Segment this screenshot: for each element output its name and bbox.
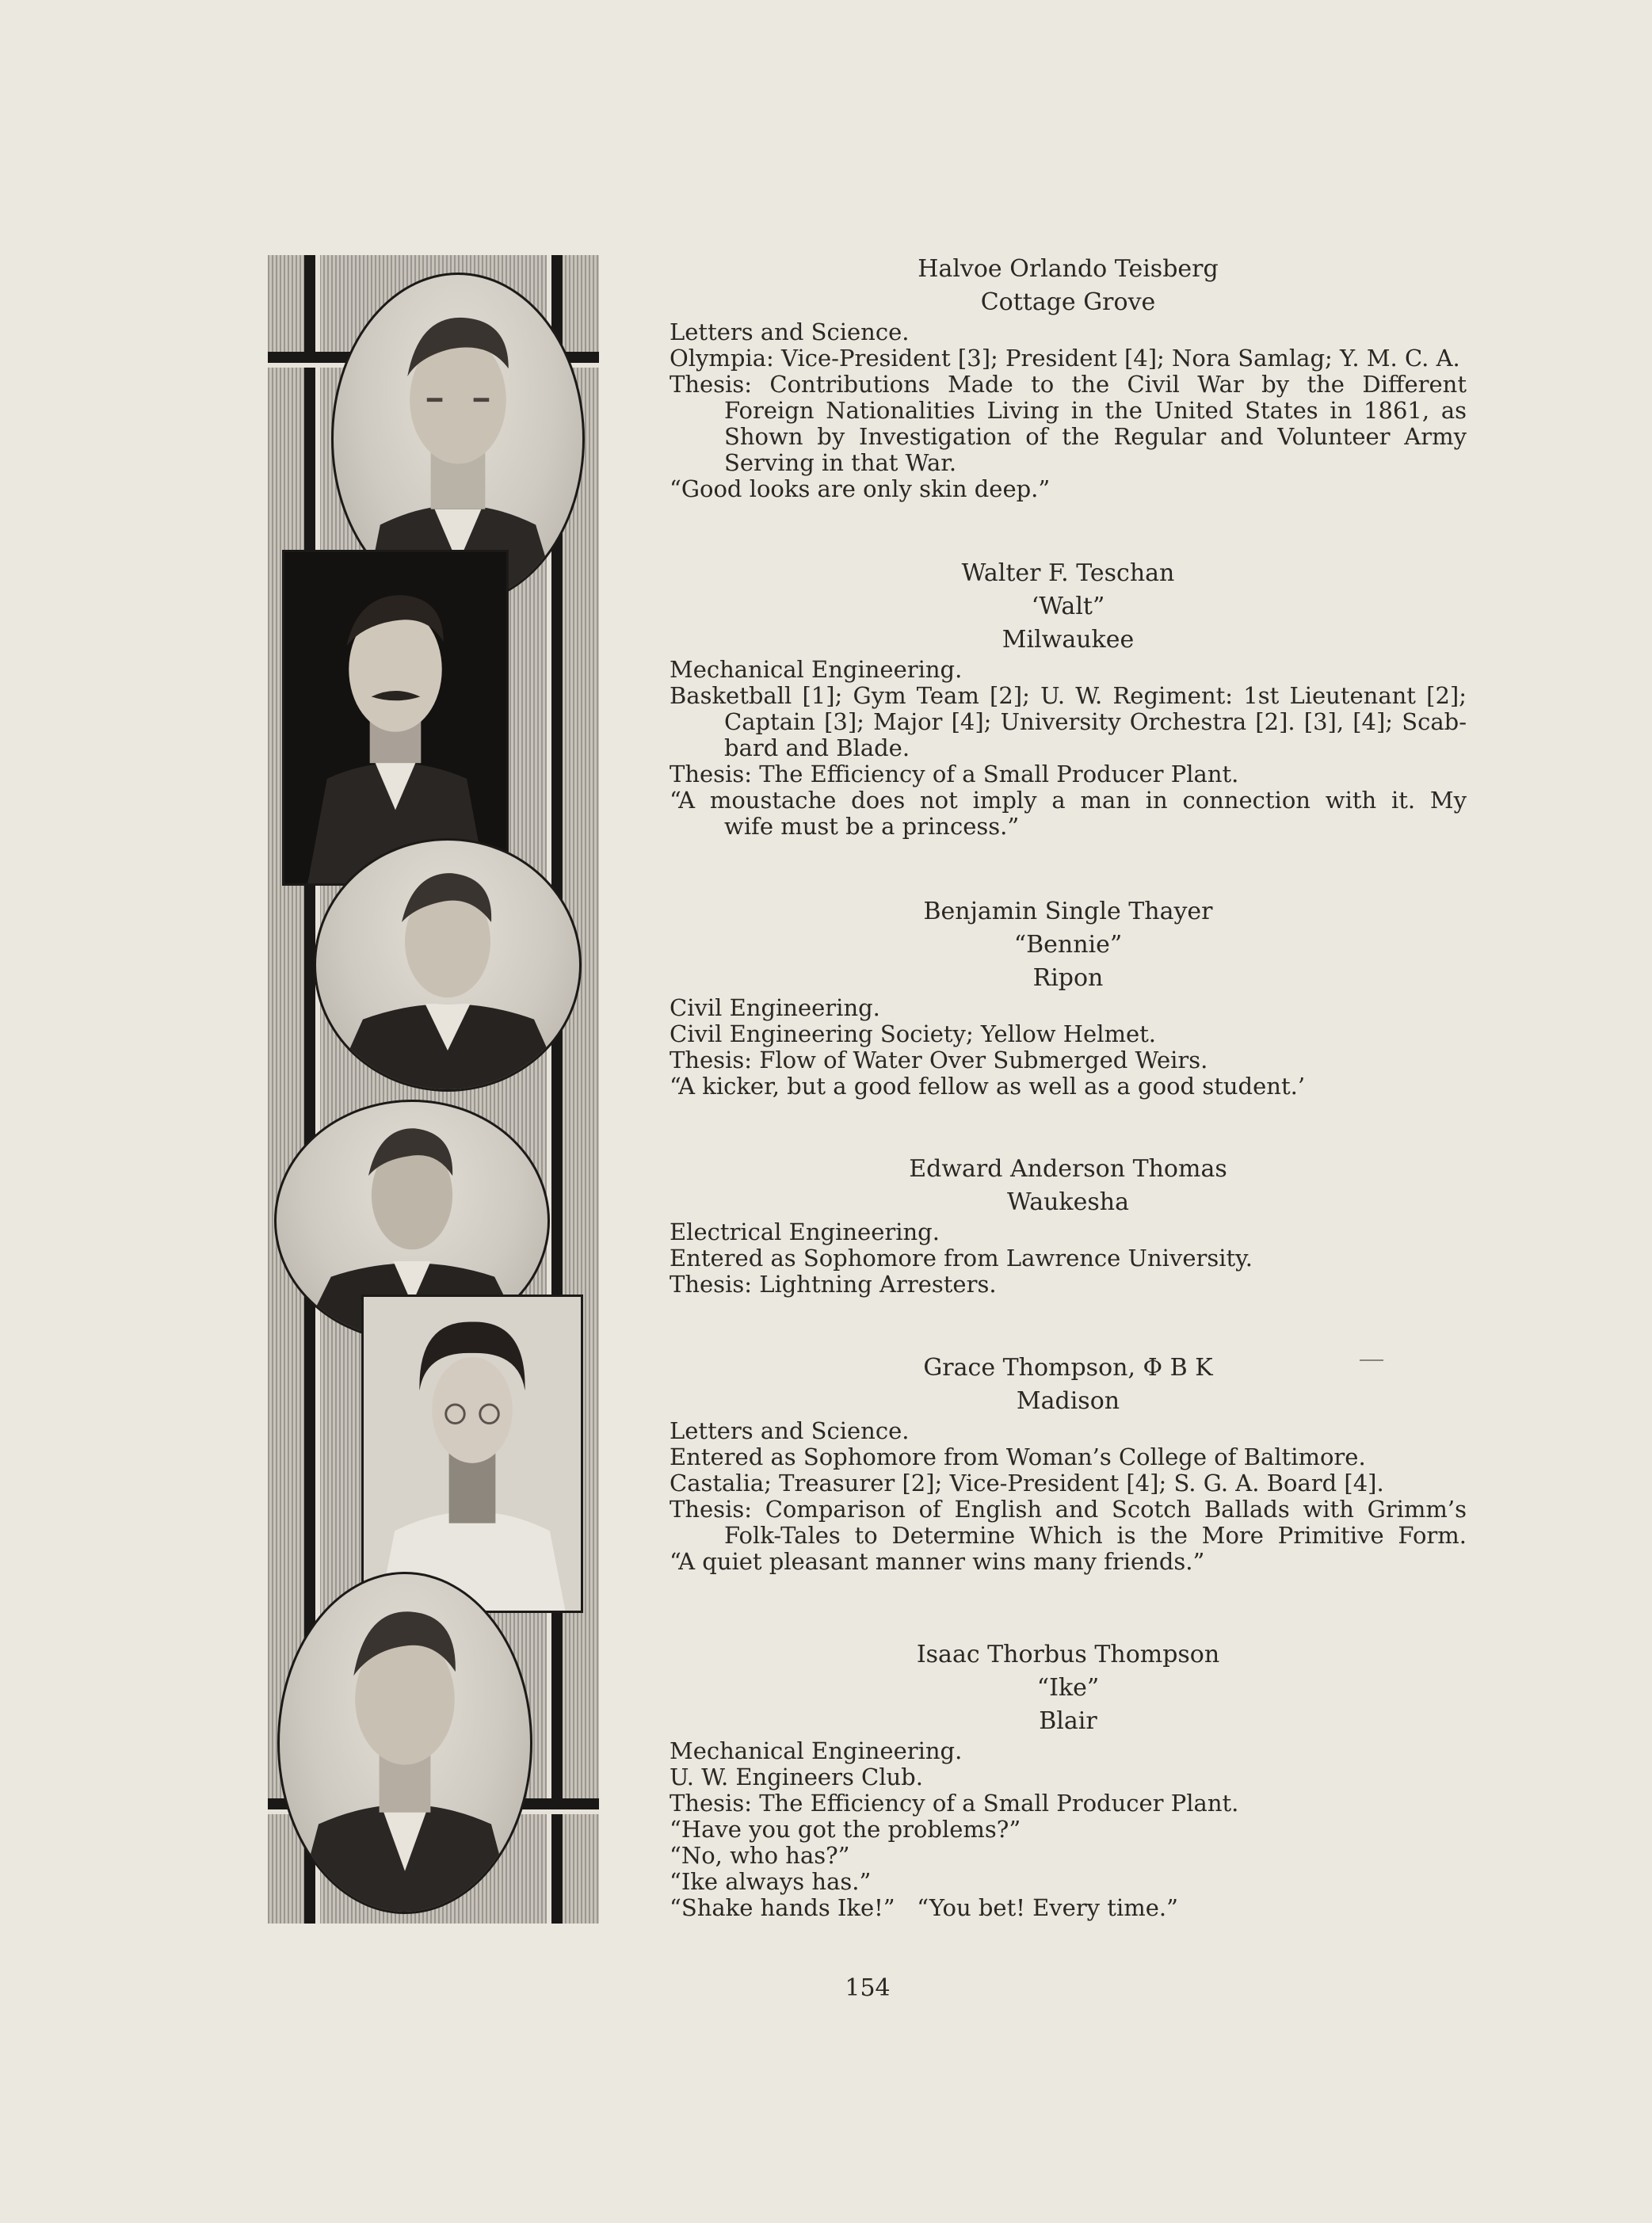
entry-isaac-thompson (670, 1638, 1467, 1921)
portrait-figure (316, 841, 579, 1089)
thesis-line: Shown by Investigation of the Regular and Volunteer Army (724, 423, 1467, 450)
entry-grace-thompson (670, 1352, 1467, 1575)
portrait-thayer (314, 838, 582, 1092)
student-name: Edward Anderson Thomas (909, 1155, 1227, 1183)
entry-teschan (670, 557, 1467, 840)
activities-line: Basketball [1]; Gym Team [2]; U. W. Regiment: 1st Lieutenant [2]; (670, 682, 1467, 709)
portrait-isaac-thompson (277, 1572, 532, 1914)
entry-thayer (670, 895, 1467, 1100)
course: Letters and Science. (670, 1417, 910, 1444)
course: Mechanical Engineering. (670, 656, 963, 683)
student-town: Waukesha (1007, 1188, 1129, 1216)
portrait-figure (284, 552, 506, 883)
quote-line: “Have you got the problems?” (670, 1816, 1021, 1843)
activities: Castalia; Treasurer [2]; Vice-President [4]; S. G. A. Board [4]. (670, 1470, 1384, 1497)
quote-line: “No, who has?” (670, 1842, 850, 1869)
student-nickname: ‘Walt” (1031, 593, 1105, 620)
course: Civil Engineering. (670, 994, 880, 1021)
page-number: 154 (845, 1974, 891, 2002)
thesis-line: Thesis: Contributions Made to the Civil War by the Different (670, 371, 1467, 398)
thesis-line: Folk-Tales to Determine Which is the More Primitive Form. (724, 1522, 1467, 1549)
quote-line: “Ike always has.” (670, 1868, 872, 1895)
student-name: Benjamin Single Thayer (923, 898, 1213, 925)
student-town: Blair (1039, 1707, 1097, 1735)
student-name: Halvoe Orlando Teisberg (918, 255, 1219, 283)
thesis: Thesis: Lightning Arresters. (670, 1271, 997, 1298)
thesis: Thesis: The Efficiency of a Small Producer Plant. (670, 1790, 1239, 1817)
photo-strip (268, 255, 599, 1924)
thesis-line: Serving in that War. (724, 449, 957, 476)
entry-thomas (670, 1153, 1467, 1298)
thesis: Thesis: Flow of Water Over Submerged Weirs. (670, 1047, 1208, 1073)
student-town: Madison (1016, 1387, 1120, 1415)
activities: U. W. Engineers Club. (670, 1764, 923, 1790)
quote: “A quiet pleasant manner wins many friends.” (670, 1548, 1205, 1575)
quote-line: “A moustache does not imply a man in connection with it. My (670, 787, 1467, 814)
student-name: Walter F. Teschan (961, 559, 1175, 587)
thesis: Thesis: The Efficiency of a Small Producer Plant. (670, 761, 1239, 787)
student-town: Cottage Grove (980, 288, 1156, 316)
portrait-teschan (282, 550, 509, 886)
quote-line: wife must be a princess.” (724, 813, 1020, 840)
quote: “A kicker, but a good fellow as well as a good student.’ (670, 1073, 1306, 1100)
entered: Entered as Sophomore from Woman’s College of Baltimore. (670, 1443, 1366, 1470)
activities: Entered as Sophomore from Lawrence University. (670, 1245, 1253, 1272)
quote-line: “Shake hands Ike!” “You bet! Every time.” (670, 1894, 1178, 1921)
course: Mechanical Engineering. (670, 1737, 963, 1764)
portrait-grace-thompson (361, 1295, 583, 1613)
portrait-figure (280, 1574, 530, 1912)
activities: Olympia: Vice-President [3]; President [4]; Nora Samlag; Y. M. C. A. (670, 345, 1460, 372)
student-nickname: “Bennie” (1013, 931, 1123, 959)
quote: “Good looks are only skin deep.” (670, 475, 1051, 502)
activities: Civil Engineering Society; Yellow Helmet. (670, 1020, 1157, 1047)
activities-line: bard and Blade. (724, 734, 910, 761)
student-name: Grace Thompson, Φ B K (923, 1354, 1213, 1382)
activities-line: Captain [3]; Major [4]; University Orchestra [2]. [3], [4]; Scab- (724, 708, 1467, 735)
student-town: Ripon (1032, 964, 1104, 992)
student-town: Milwaukee (1002, 626, 1135, 654)
student-nickname: “Ike” (1036, 1674, 1100, 1702)
entry-teisberg (670, 253, 1467, 502)
portrait-figure (364, 1297, 581, 1611)
course: Letters and Science. (670, 318, 910, 345)
course: Electrical Engineering. (670, 1218, 940, 1245)
student-name: Isaac Thorbus Thompson (916, 1641, 1220, 1668)
thesis-line: Foreign Nationalities Living in the United States in 1861, as (724, 397, 1467, 424)
thesis-line: Thesis: Comparison of English and Scotch Ballads with Grimm’s (670, 1496, 1467, 1523)
